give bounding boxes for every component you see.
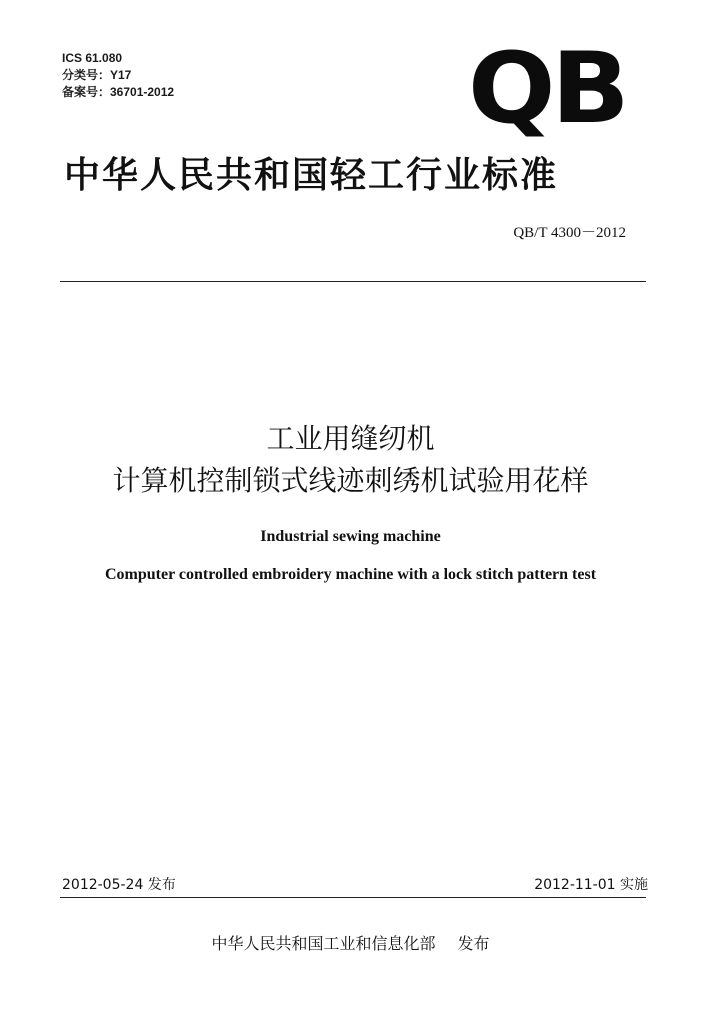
issuer-name: 中华人民共和国工业和信息化部 xyxy=(211,934,436,953)
top-divider xyxy=(60,281,646,282)
effective-date: 2012-11-01 实施 xyxy=(534,877,648,893)
classification-number: 分类号：Y17 xyxy=(62,68,132,82)
ics-code: ICS 61.080 xyxy=(62,51,123,65)
chinese-title-line1: 工业用缝纫机 xyxy=(266,422,435,455)
publish-date: 2012-05-24 发布 xyxy=(62,877,176,893)
record-number: 备案号：36701-2012 xyxy=(62,85,175,99)
document-metadata xyxy=(62,50,174,101)
english-title-line1: Industrial sewing machine xyxy=(260,528,441,545)
bottom-divider xyxy=(60,897,646,898)
qb-logo: QB xyxy=(468,32,626,146)
issuer-action: 发布 xyxy=(457,934,490,953)
chinese-title-line2: 计算机控制锁式线迹刺绣机试验用花样 xyxy=(112,464,589,497)
standard-title: 中华人民共和国轻工行业标准 xyxy=(64,155,559,196)
issuer xyxy=(0,931,701,954)
standard-code: QB/T 4300－2012 xyxy=(513,225,626,241)
english-title-line2: Computer controlled embroidery machine with a lock stitch pattern test xyxy=(104,566,597,583)
